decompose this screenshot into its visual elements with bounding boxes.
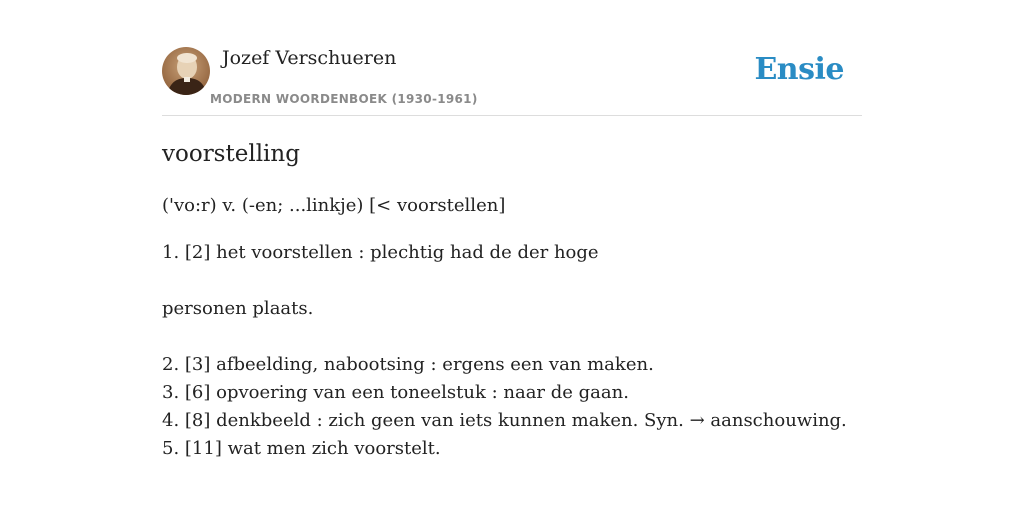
author-name[interactable]: Jozef Verschueren — [222, 47, 397, 69]
author-portrait-image — [162, 47, 210, 95]
sense-line: 4. [8] denkbeeld : zich geen van iets kunnen maken. Syn. → aanschouwing. — [162, 410, 847, 431]
source-label[interactable]: MODERN WOORDENBOEK (1930-1961) — [210, 92, 478, 106]
entry-grammar: ('vo:r) v. (-en; ...linkje) [< voorstellen] — [162, 195, 506, 216]
entry-headword: voorstelling — [162, 141, 300, 167]
sense-line: 2. [3] afbeelding, nabootsing : ergens een van maken. — [162, 354, 654, 375]
entry-card — [162, 0, 862, 512]
author-avatar[interactable] — [162, 47, 210, 95]
sense-line: 1. [2] het voorstellen : plechtig had de der hoge — [162, 242, 599, 263]
brand-logo[interactable]: Ensie — [754, 52, 844, 87]
sense-line: personen plaats. — [162, 298, 314, 319]
sense-line: 3. [6] opvoering van een toneelstuk : naar de gaan. — [162, 382, 629, 403]
header-divider — [162, 115, 862, 116]
sense-line: 5. [11] wat men zich voorstelt. — [162, 438, 441, 459]
